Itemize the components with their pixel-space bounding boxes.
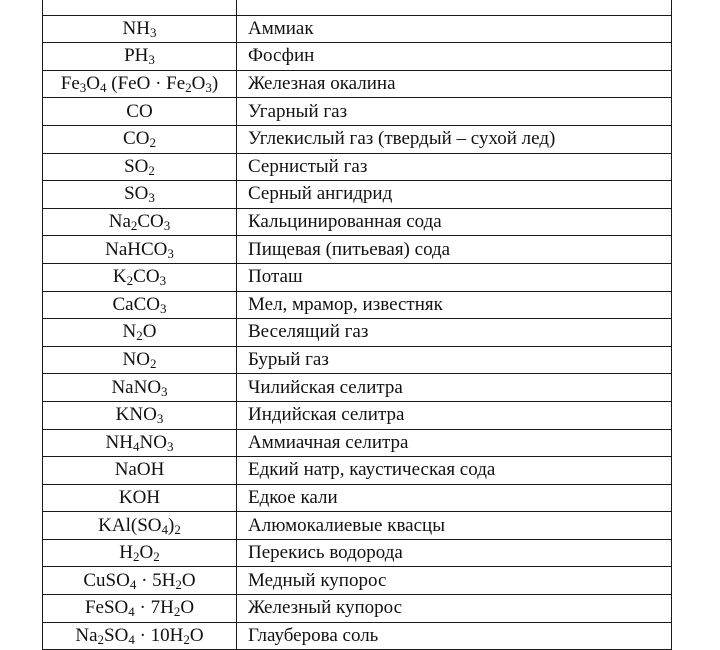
formula-text: Fe xyxy=(60,73,80,95)
formula-text: O xyxy=(181,569,196,591)
formula-subscript: 4 xyxy=(128,604,135,620)
formula-subscript: 3 xyxy=(148,190,155,206)
formula-subscript: 2 xyxy=(175,576,182,592)
formula-text: O xyxy=(139,542,154,564)
compound-name-cell: Железная окалина xyxy=(237,70,672,98)
formula-subscript: 3 xyxy=(148,52,155,68)
formula-subscript: 2 xyxy=(133,549,140,565)
formula-subscript: 2 xyxy=(174,521,181,537)
formula-cell xyxy=(43,512,237,540)
formula-subscript: 3 xyxy=(205,80,212,96)
formula-subscript: 4 xyxy=(129,576,137,592)
formula-cell xyxy=(43,70,237,98)
formula-text: NaHCO xyxy=(105,238,168,260)
formula-text: Na xyxy=(108,211,131,233)
formula-subscript: 3 xyxy=(159,273,167,289)
compound-name-cell: Серный ангидрид xyxy=(237,181,672,209)
formula-subscript: 2 xyxy=(183,631,190,647)
table-row xyxy=(43,181,672,209)
compound-name-cell: Углекислый газ (твердый – сухой лед) xyxy=(237,125,672,153)
formula-subscript: 3 xyxy=(163,218,171,234)
formula-text: NH xyxy=(105,431,133,453)
formula-text: O xyxy=(86,73,101,95)
formula-text: NO xyxy=(122,349,150,371)
compound-name-cell: Железный купорос xyxy=(237,595,672,623)
table-row xyxy=(43,457,672,485)
table-row xyxy=(43,98,672,126)
formula-text: KNO xyxy=(115,404,157,426)
formula-subscript: 2 xyxy=(153,549,160,565)
compound-name-cell: Фосфин xyxy=(237,43,672,71)
formula-text: CO xyxy=(133,266,160,288)
formula-subscript: 2 xyxy=(97,631,105,647)
formula-cell xyxy=(43,43,237,71)
formula-subscript: 3 xyxy=(161,383,168,399)
formula-text: O xyxy=(180,597,195,619)
formula-text: O xyxy=(191,73,206,95)
formula-subscript: 3 xyxy=(79,80,87,96)
table-row xyxy=(43,595,672,623)
table-row xyxy=(43,291,672,319)
formula-cell xyxy=(43,457,237,485)
formula-cell xyxy=(43,346,237,374)
compound-name-cell: Мел, мрамор, известняк xyxy=(237,291,672,319)
formula-text: KOH xyxy=(118,486,161,508)
formula-cell xyxy=(43,208,237,236)
formula-text: O xyxy=(142,321,157,343)
compounds-table-body xyxy=(43,0,672,650)
table-row xyxy=(43,70,672,98)
table-row xyxy=(43,125,672,153)
formula-cell xyxy=(43,374,237,402)
table-row xyxy=(43,401,672,429)
formula-cell xyxy=(43,319,237,347)
formula-cell xyxy=(43,0,237,15)
table-row xyxy=(43,484,672,512)
formula-cell xyxy=(43,125,237,153)
compound-name-cell: Пищевая (питьевая) сода xyxy=(237,236,672,264)
formula-cell xyxy=(43,98,237,126)
compound-name-cell: Аммиак xyxy=(237,15,672,43)
formula-text: Na xyxy=(75,624,98,646)
formula-text: KAl(SO xyxy=(98,514,162,536)
formula-cell xyxy=(43,263,237,291)
formula-text: NaNO xyxy=(111,376,162,398)
formula-subscript: 4 xyxy=(100,80,107,96)
formula-text: ) xyxy=(211,73,219,95)
table-row xyxy=(43,0,672,15)
table-row xyxy=(43,567,672,595)
formula-cell xyxy=(43,15,237,43)
formula-text: · 7H xyxy=(134,597,174,619)
compound-name-cell: Сернистый газ xyxy=(237,153,672,181)
formula-cell xyxy=(43,153,237,181)
formula-text: K xyxy=(112,266,127,288)
compound-name-cell: Кальцинированная сода xyxy=(237,208,672,236)
formula-cell xyxy=(43,484,237,512)
compound-name-cell: Поташ xyxy=(237,263,672,291)
formula-text: FeSO xyxy=(84,597,129,619)
formula-text: CO xyxy=(123,128,150,150)
formula-text: (FeO · Fe xyxy=(106,73,186,95)
table-row xyxy=(43,236,672,264)
formula-subscript: 2 xyxy=(136,328,143,344)
compound-name-cell: Перекись водорода xyxy=(237,539,672,567)
compound-name-cell: Алюмокалиевые квасцы xyxy=(237,512,672,540)
table-row xyxy=(43,208,672,236)
table-row xyxy=(43,429,672,457)
table-row xyxy=(43,319,672,347)
formula-text: N xyxy=(122,321,137,343)
compound-name-cell: Едкое кали xyxy=(237,484,672,512)
formula-text: · 5H xyxy=(136,569,176,591)
formula-text: SO xyxy=(104,624,129,646)
table-row xyxy=(43,374,672,402)
formula-subscript: 2 xyxy=(173,604,181,620)
formula-subscript: 2 xyxy=(185,80,192,96)
formula-subscript: 4 xyxy=(133,438,140,454)
formula-subscript: 4 xyxy=(161,521,168,537)
formula-cell xyxy=(43,181,237,209)
formula-text: NaOH xyxy=(114,459,165,481)
table-row xyxy=(43,153,672,181)
formula-cell xyxy=(43,539,237,567)
formula-subscript: 2 xyxy=(130,218,138,234)
formula-text: NO xyxy=(139,431,167,453)
compound-name-cell: Веселящий газ xyxy=(237,319,672,347)
formula-text: H xyxy=(119,542,133,564)
formula-subscript: 2 xyxy=(126,273,134,289)
compound-name-cell: Едкий натр, каустическая сода xyxy=(237,457,672,485)
formula-text: SO xyxy=(124,155,149,177)
table-row xyxy=(43,346,672,374)
formula-cell xyxy=(43,236,237,264)
formula-subscript: 2 xyxy=(148,162,155,178)
compound-name-cell xyxy=(237,0,672,15)
compound-name-cell: Глауберова соль xyxy=(237,622,672,650)
formula-text: CO xyxy=(126,100,153,122)
compound-name-cell: Индийская селитра xyxy=(237,401,672,429)
compounds-table xyxy=(42,0,672,650)
table-row xyxy=(43,263,672,291)
formula-text: O xyxy=(189,624,204,646)
formula-subscript: 3 xyxy=(156,411,164,427)
table-row xyxy=(43,539,672,567)
formula-cell xyxy=(43,429,237,457)
formula-subscript: 2 xyxy=(149,356,157,372)
compound-name-cell: Бурый газ xyxy=(237,346,672,374)
table-row xyxy=(43,43,672,71)
compound-name-cell: Чилийская селитра xyxy=(237,374,672,402)
compound-name-cell: Угарный газ xyxy=(237,98,672,126)
formula-text: NH xyxy=(122,17,150,39)
formula-cell xyxy=(43,291,237,319)
formula-cell xyxy=(43,567,237,595)
formula-subscript: 3 xyxy=(167,245,174,261)
table-row xyxy=(43,512,672,540)
table-row xyxy=(43,15,672,43)
formula-subscript: 4 xyxy=(128,631,135,647)
compound-name-cell: Медный купорос xyxy=(237,567,672,595)
formula-text: CaCO xyxy=(112,293,160,315)
formula-cell xyxy=(43,595,237,623)
formula-text: CO xyxy=(137,211,164,233)
formula-subscript: 2 xyxy=(149,135,156,151)
formula-subscript: 3 xyxy=(160,300,167,316)
formula-cell xyxy=(43,622,237,650)
formula-text: ) xyxy=(168,514,175,536)
compound-name-cell: Аммиачная селитра xyxy=(237,429,672,457)
formula-text: SO xyxy=(124,183,149,205)
table-row xyxy=(43,622,672,650)
formula-subscript: 3 xyxy=(149,24,157,40)
formula-subscript: 3 xyxy=(166,438,174,454)
formula-text: · 10H xyxy=(134,624,184,646)
formula-cell xyxy=(43,401,237,429)
formula-text: CuSO xyxy=(83,569,130,591)
formula-text: PH xyxy=(124,45,149,67)
